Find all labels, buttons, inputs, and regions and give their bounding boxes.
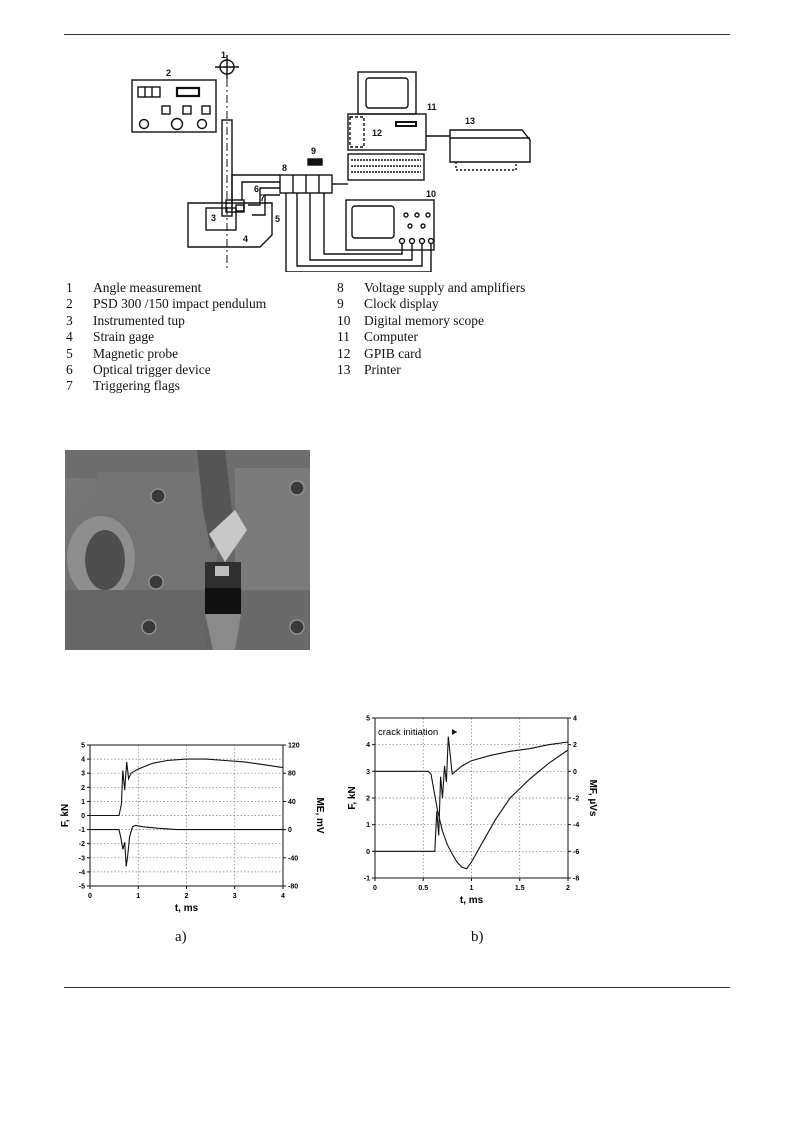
x-tick-label: 3 (232, 893, 237, 900)
legend-item (66, 296, 266, 312)
legend-text: Angle measurement (93, 280, 202, 295)
legend-text: Digital memory scope (364, 312, 484, 328)
keyboard (348, 154, 424, 180)
annotation-arrowhead (452, 729, 457, 735)
y-axis-label-right: MF, µVs (587, 779, 598, 817)
x-axis-label: t, ms (459, 895, 484, 906)
legend-text: GPIB card (364, 345, 422, 361)
anvil-base (188, 203, 272, 247)
legend-item (66, 313, 266, 329)
y-tick-label-left: -1 (363, 875, 370, 883)
legend-num: 13 (337, 362, 351, 378)
header-rule (64, 34, 730, 35)
legend-num: 6 (66, 362, 73, 378)
legend-text: PSD 300 /150 impact pendulum (93, 296, 267, 312)
y-tick-label-left: 3 (81, 770, 85, 778)
tup-and-specimen-photo (65, 450, 310, 650)
y-tick-label-left: 0 (366, 848, 370, 856)
callout-1: 1 (221, 50, 227, 60)
legend-text: Optical trigger device (93, 362, 211, 378)
y-tick-label-left: 2 (366, 795, 370, 803)
y-tick-label-left: 1 (81, 798, 85, 806)
legend-num: 3 (66, 312, 73, 328)
legend-text: Instrumented tup (93, 312, 185, 328)
chart-a (60, 735, 330, 915)
x-tick-label: 1.5 (514, 885, 525, 892)
annotation-label: crack initiation (378, 727, 439, 738)
clock-display (308, 159, 322, 165)
x-tick-label: 0 (88, 893, 92, 900)
legend-item (337, 280, 525, 296)
caption-a: a) (175, 929, 187, 945)
computer-unit (348, 114, 426, 150)
x-tick-label: 1 (136, 893, 141, 900)
callout-11: 11 (427, 102, 437, 112)
x-tick-label: 4 (281, 893, 285, 900)
legend-text: Computer (364, 329, 418, 345)
legend-num: 8 (337, 280, 344, 295)
y-tick-label-left: -2 (78, 841, 85, 849)
y-tick-label-right: 40 (288, 798, 296, 806)
y-tick-label-right: -4 (573, 822, 580, 830)
y-tick-label-right: -6 (573, 848, 580, 856)
y-tick-label-left: 0 (81, 813, 85, 820)
legend-num: 1 (66, 280, 73, 295)
legend-left (66, 280, 266, 395)
x-tick-label: 2 (566, 885, 570, 892)
callout-9: 9 (311, 146, 317, 156)
printer (450, 130, 530, 162)
y-tick-label-right: 0 (573, 768, 577, 776)
legend-num: 12 (337, 345, 351, 361)
y-axis-label-right: ME, mV (314, 797, 325, 834)
instrumented-pendulum-schematic (120, 50, 540, 272)
callout-5: 5 (275, 214, 281, 224)
callout-8: 8 (282, 163, 288, 173)
y-tick-label-left: 2 (81, 784, 85, 792)
callout-4: 4 (243, 234, 249, 244)
callout-10: 10 (426, 189, 437, 199)
y-tick-label-left: -1 (78, 827, 85, 835)
legend-item (66, 280, 266, 296)
legend-text: Printer (364, 362, 401, 378)
y-axis-label-left: F, kN (60, 803, 71, 828)
legend-num: 9 (337, 296, 344, 312)
x-tick-label: 1 (469, 885, 474, 892)
callout-3: 3 (211, 213, 217, 223)
y-tick-label-left: 4 (81, 756, 85, 764)
chart-b (345, 708, 600, 908)
callout-7: 7 (260, 193, 266, 203)
callout-12: 12 (372, 128, 383, 138)
x-tick-label: 0 (373, 885, 377, 892)
y-tick-label-left: 1 (366, 822, 370, 830)
callout-6: 6 (254, 184, 260, 194)
y-tick-label-right: 120 (288, 742, 300, 750)
y-tick-label-left: 5 (81, 742, 85, 750)
legend-item (337, 313, 525, 329)
y-tick-label-left: 4 (366, 742, 370, 750)
legend-text: Strain gage (93, 329, 155, 345)
y-tick-label-right: -40 (288, 855, 299, 863)
callout-2: 2 (166, 68, 172, 78)
y-axis-label-left: F, kN (347, 786, 358, 810)
callout-13: 13 (465, 116, 476, 126)
y-tick-label-right: 80 (288, 770, 296, 778)
y-tick-label-right: -80 (288, 883, 299, 891)
y-tick-label-left: -5 (78, 883, 85, 891)
y-tick-label-left: -4 (78, 869, 85, 877)
legend-item (66, 378, 266, 394)
legend-item (337, 296, 525, 312)
x-tick-label: 0.5 (418, 885, 429, 892)
legend-num: 10 (337, 312, 351, 328)
legend-text: Triggering flags (93, 378, 180, 394)
series-line-right (90, 825, 283, 866)
legend-item (337, 329, 525, 345)
legend-num: 4 (66, 329, 73, 345)
legend-num: 11 (337, 329, 350, 345)
legend-num: 2 (66, 296, 73, 312)
legend-text: Voltage supply and amplifiers (364, 280, 526, 295)
legend-item (66, 329, 266, 345)
y-tick-label-left: 5 (366, 715, 370, 723)
y-tick-label-right: -8 (573, 875, 580, 883)
x-tick-label: 2 (184, 893, 189, 900)
y-tick-label-right: 2 (573, 742, 577, 750)
legend-item (66, 362, 266, 378)
y-tick-label-right: 0 (288, 827, 292, 835)
y-tick-label-right: 4 (573, 715, 577, 723)
y-tick-label-left: 3 (366, 768, 370, 776)
legend-item (66, 346, 266, 362)
legend-item (337, 362, 525, 378)
legend-item (337, 346, 525, 362)
legend-text: Clock display (364, 296, 439, 312)
caption-b: b) (471, 929, 484, 945)
y-tick-label-right: -2 (573, 795, 580, 803)
legend-num: 5 (66, 345, 73, 361)
footer-rule (64, 987, 730, 988)
y-tick-label-left: -3 (78, 855, 85, 863)
legend-right (337, 280, 525, 378)
x-axis-label: t, ms (174, 903, 199, 914)
legend-text: Magnetic probe (93, 345, 179, 361)
legend-num: 7 (66, 378, 73, 394)
